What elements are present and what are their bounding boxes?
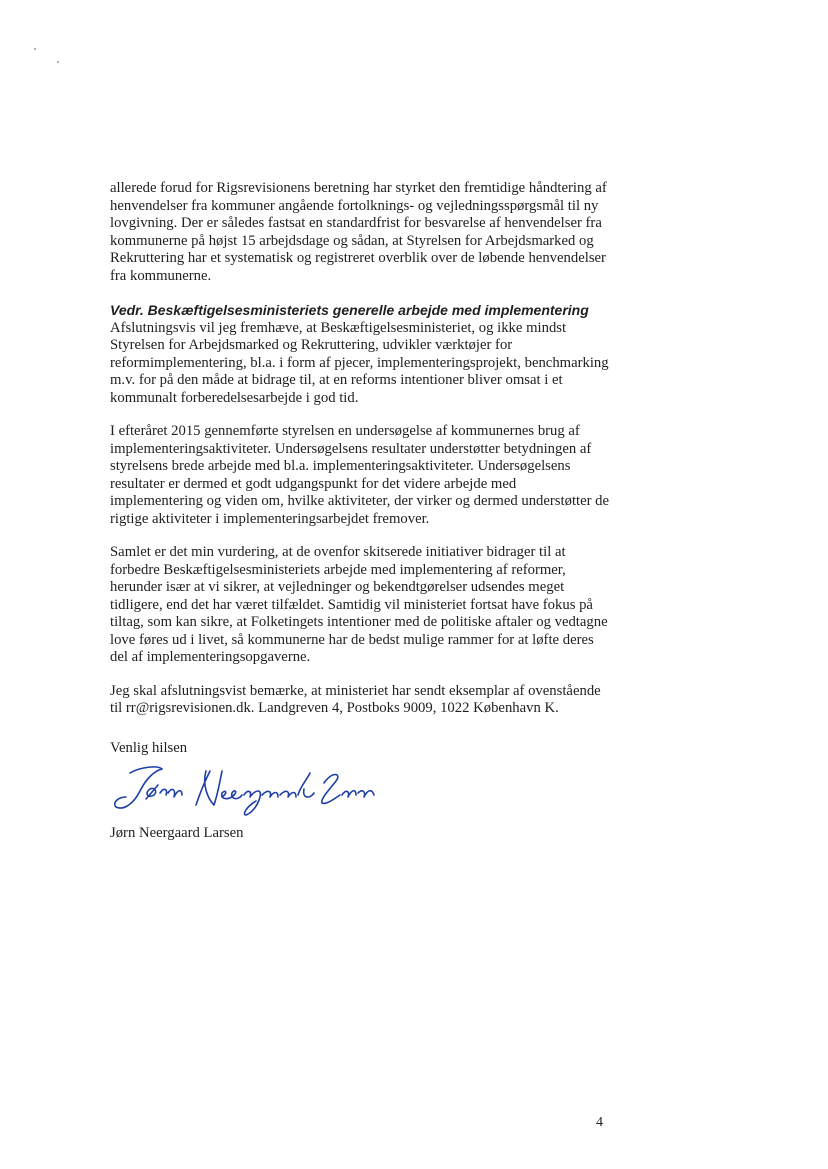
signer-name: Jørn Neergaard Larsen	[110, 825, 244, 841]
scan-speck	[34, 48, 36, 50]
section-heading: Vedr. Beskæftigelsesministeriets generelle arbejde med implementering	[110, 302, 589, 318]
paragraph-survey: I efteråret 2015 gennemførte styrelsen en undersøgelse af kommunernes brug af implementeringsaktiviteter. Undersøgelsens resultater understøtter betydningen af styrelsens brede arbejde med bl.a. implementeringsaktiviteter. Undersøgelsens resultater er dermed et godt udgangspunkt for det videre arbejde med implementering og viden om, hvilke aktiviteter, der virker og dermed understøtter de rigtige aktiviteter i implementeringsarbejdet fremover.	[110, 423, 610, 527]
paragraph-copy-note: Jeg skal afslutningsvist bemærke, at ministeriet har sendt eksemplar af ovenstående til rr@rigsrevisionen.dk. Landgreven 4, Postboks 9009, 1022 København K.	[110, 682, 601, 716]
page-number: 4	[596, 1115, 603, 1130]
paragraph-assessment: Samlet er det min vurdering, at de ovenfor skitserede initiativer bidrager til at forbedre Beskæftigelsesministeriets arbejde med implementering af reformer, herunder især at vi sikrer, at vejledninger og bekendtgørelser udsendes meget tidligere, end det har været tilfældet. Samtidig vil ministeriet fortsat have fokus på tiltag, som kan sikre, at Folketingets intentioner med de politiske aftaler og vedtagne love føres ud i livet, så kommunerne har de bedst mulige rammer for at løfte deres del af implementeringsopgaverne.	[110, 544, 608, 665]
handwritten-signature	[110, 759, 380, 823]
letter-body	[110, 180, 610, 843]
paragraph-tools: Afslutningsvis vil jeg fremhæve, at Beskæftigelsesministeriet, og ikke mindst Styrelsen for Arbejdsmarked og Rekruttering, udvikler værktøjer for reformimplementering, bl.a. i form af pjecer, implementeringsprojekt, benchmarking m.v. for på den måde at bidrage til, at en reforms intentioner bliver omsat i et kommunalt forberedelsesarbejde i god tid.	[110, 319, 609, 406]
closing-salutation: Venlig hilsen	[110, 739, 188, 756]
scan-speck	[57, 61, 59, 63]
paragraph-helpdesk: allerede forud for Rigsrevisionens beretning har styrket den fremtidige håndtering af henvendelser fra kommuner angående fortolknings- og vejledningsspørgsmål til ny lovgivning. Der er således fastsat en standardfrist for besvarelse af henvendelser fra kommunerne på højst 15 arbejdsdage og sådan, at Styrelsen for Arbejdsmarked og Rekruttering har et systematisk og registreret overblik over de løbende henvendelser fra kommunerne.	[110, 180, 607, 284]
